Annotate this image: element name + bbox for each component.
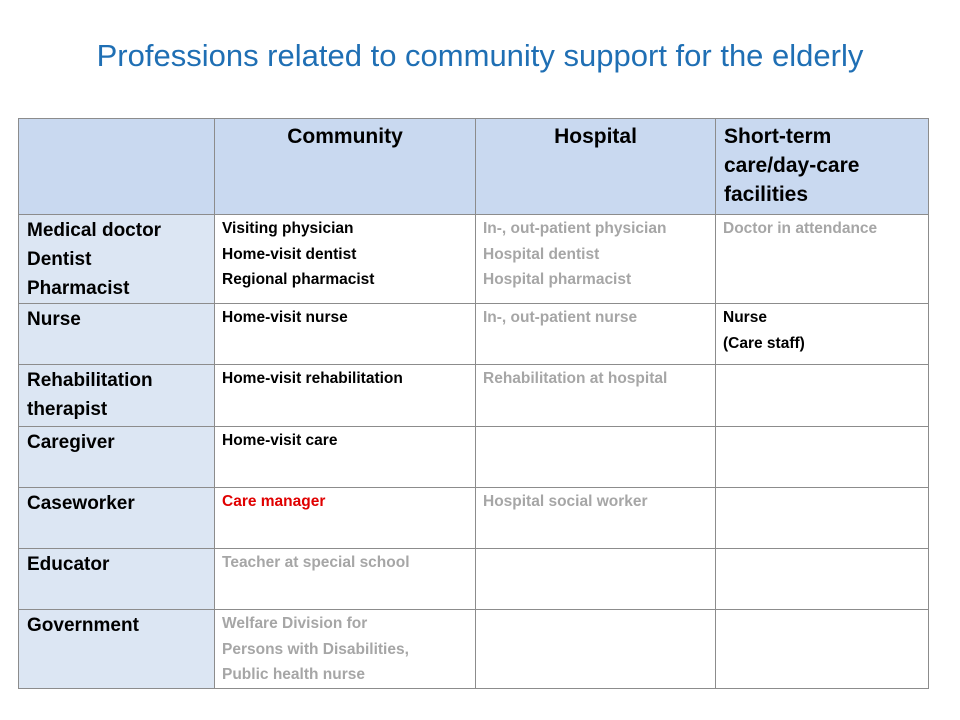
cell-caregiver-hospital (476, 427, 716, 488)
row-label-government: Government (19, 610, 215, 689)
table-row-educator (19, 549, 929, 610)
cell-government-short-term (716, 610, 929, 689)
cell-nurse-short-term: Nurse (Care staff) (716, 304, 929, 365)
cell-medical-hospital: In-, out-patient physician Hospital dentist Hospital pharmacist (476, 215, 716, 304)
professions-table (18, 118, 929, 689)
cell-nurse-hospital: In-, out-patient nurse (476, 304, 716, 365)
table-row-caregiver (19, 427, 929, 488)
header-hospital: Hospital (476, 119, 716, 215)
row-label-medical: Medical doctor Dentist Pharmacist (19, 215, 215, 304)
table-row-government (19, 610, 929, 689)
cell-educator-hospital (476, 549, 716, 610)
row-label-nurse: Nurse (19, 304, 215, 365)
header-corner (19, 119, 215, 215)
header-community: Community (215, 119, 476, 215)
table-row-nurse (19, 304, 929, 365)
cell-caregiver-short-term (716, 427, 929, 488)
cell-rehabilitation-community: Home-visit rehabilitation (215, 365, 476, 427)
row-label-educator: Educator (19, 549, 215, 610)
row-label-caregiver: Caregiver (19, 427, 215, 488)
table-row-rehabilitation (19, 365, 929, 427)
row-label-caseworker: Caseworker (19, 488, 215, 549)
cell-caseworker-short-term (716, 488, 929, 549)
cell-caseworker-hospital: Hospital social worker (476, 488, 716, 549)
table-row-caseworker (19, 488, 929, 549)
cell-medical-short-term: Doctor in attendance (716, 215, 929, 304)
header-short-term: Short-term care/day-care facilities (716, 119, 929, 215)
cell-rehabilitation-short-term (716, 365, 929, 427)
cell-caregiver-community: Home-visit care (215, 427, 476, 488)
cell-caseworker-community: Care manager (215, 488, 476, 549)
cell-nurse-community: Home-visit nurse (215, 304, 476, 365)
cell-educator-community: Teacher at special school (215, 549, 476, 610)
row-label-rehabilitation: Rehabilitation therapist (19, 365, 215, 427)
cell-government-hospital (476, 610, 716, 689)
table-row-medical (19, 215, 929, 304)
cell-government-community: Welfare Division for Persons with Disabilities, Public health nurse (215, 610, 476, 689)
table-header-row (19, 119, 929, 215)
slide-title: Professions related to community support for the elderly (96, 38, 864, 73)
cell-educator-short-term (716, 549, 929, 610)
cell-medical-community: Visiting physician Home-visit dentist Regional pharmacist (215, 215, 476, 304)
cell-rehabilitation-hospital: Rehabilitation at hospital (476, 365, 716, 427)
